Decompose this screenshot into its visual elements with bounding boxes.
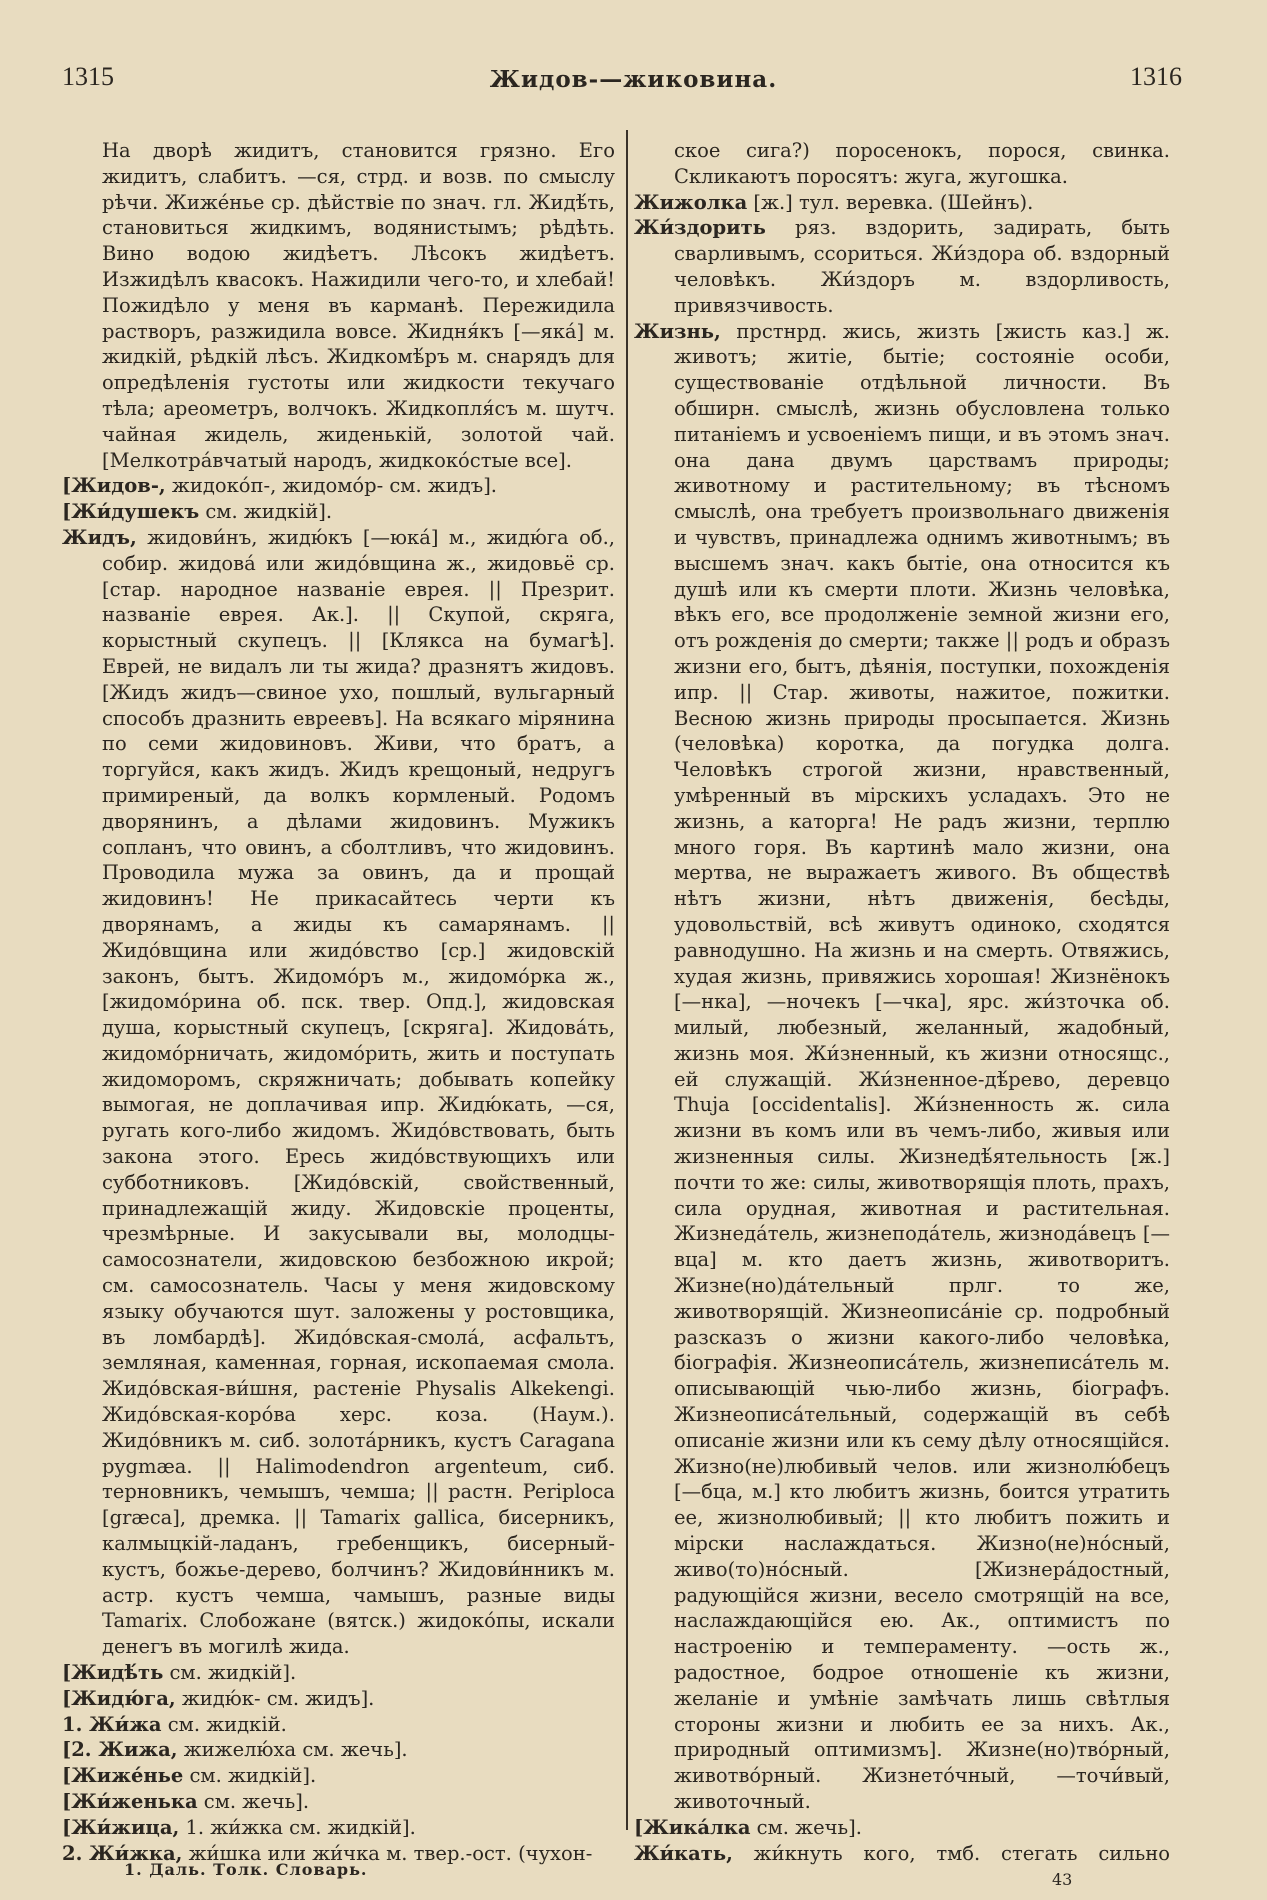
dictionary-entry: [62, 499, 615, 525]
entry-headword: [Жидю́га,: [62, 1686, 176, 1710]
entry-definition: жидоко́п-, жидомо́р- см. жидъ].: [165, 474, 498, 498]
entry-definition: 1. жи́жка см. жидкій].: [179, 1815, 416, 1839]
dictionary-entry: [62, 1712, 615, 1738]
entry-headword: Жи́кать,: [634, 1841, 733, 1865]
entry-headword: Жизнь,: [634, 319, 721, 343]
entry-headword: [Жи́жица,: [62, 1815, 180, 1839]
dictionary-entry: [62, 473, 615, 499]
dictionary-entry: [62, 138, 615, 473]
entry-definition: жи́шка или жи́чка м. твер.-ост. (чухон-: [182, 1841, 593, 1865]
entry-definition: [ж.] тул. веревка. (Шейнъ).: [747, 190, 1034, 214]
entry-headword: [Жидов-,: [62, 474, 166, 498]
dictionary-entry: [62, 1815, 615, 1841]
sheet-number: 43: [1052, 1870, 1073, 1889]
footer-signature: 1. Даль. Толк. Словарь.: [124, 1860, 368, 1879]
entry-headword: [Жидѣ́ть: [62, 1661, 164, 1685]
page-number-left: 1315: [62, 62, 114, 91]
entry-definition: см. жечь].: [750, 1815, 862, 1839]
entry-definition: см. жидкій].: [199, 500, 333, 524]
entry-headword: 2. Жи́жка,: [62, 1841, 183, 1865]
entry-definition: прстнрд. жись, жизть [жисть каз.] ж. животъ; житіе, бытіе; состояніе особи, существованіе отдѣльной личности. Въ обширн. смыслѣ, жизнь обусловлена только питаніемъ и усвоеніемъ пищи, и въ этомъ знач. она дана двумъ царствамъ природы; животному и растительному; въ тѣсномъ смыслѣ, она требуетъ произвольнаго движенія и чувствъ, принадлежа однимъ животнымъ; въ высшемъ знач. какъ бытіе, она относится къ душѣ или къ смерти плоти. Жизнь человѣка, вѣкъ его, все продолженіе земной жизни его, отъ рожденія до смерти; также || родъ и образъ жизни его, бытъ, дѣянія, поступки, похожденія ипр. || Стар. животы, нажитое, пожитки. Весною жизнь природы просыпается. Жизнь (человѣка) коротка, да погудка долга. Человѣкъ строгой жизни, нравственный, умѣренный въ мірскихъ усладахъ. Это не жизнь, а каторга! Не радъ жизни, терплю много горя. Въ картинѣ мало жизни, она мертва, не выражаетъ живого. Въ обществѣ нѣтъ жизни, нѣтъ движенія, бесѣды, удовольствій, всѣ живутъ одиноко, сходятся равнодушно. На жизнь и на смерть. Отвяжись, худая жизнь, привяжись хорошая! Жизнёнокъ [—нка], —ночекъ [—чка], ярс. жи́зточка об. милый, любезный, желанный, жадобный, жизнь моя. Жи́зненный, къ жизни относящс., ей служащій. Жи́зненное-дѣ́рево, деревцо Thuja [occidentalis]. Жи́зненность ж. сила жизни въ комъ или въ чемъ-либо, живыя или жизненныя силы. Жизнедѣ́ятельность [ж.] почти то же: силы, животворящія плоть, прахъ, сила орудная, животная и растительная. Жизнеда́тель, жизнепода́тель, жизнода́вецъ [—вца] м. кто даетъ жизнь, животворитъ. Жизне(но)да́тельный прлг. то же, животворящій. Жизнеописа́ніе ср. подробный разсказъ о жизни какого-либо человѣка, біографія. Жизнеописа́тель, жизнеписа́тель м. описывающій чью-либо жизнь, біографъ. Жизнеописа́тельный, содержащій въ себѣ описаніе жизни или къ сему дѣлу относящійся. Жизно(не)любивый челов. или жизнолю́бецъ [—бца, м.] кто любитъ жизнь, боится утратить ее, жизнолюбивый; || кто любитъ пожить и мірски наслаждаться. Жизно(не)но́сный, живо(то)но́сный. [Жизнера́достный, радующійся жизни, весело смотрящій на все, наслаждающійся ею. Ак., оптимистъ по настроенію и темпераменту. —ость ж., радостное, бодрое отношеніе къ жизни, желаніе и умѣніе замѣчать лишь свѣтлыя стороны жизни и любить ее за нихъ. Ак., природный оптимизмъ]. Жизне(но)тво́рный, животво́рный. Жизнето́чный, —точи́вый, животочный.: [674, 319, 1170, 1813]
running-head: Жидов-—жиковина.: [489, 66, 778, 93]
right-column: [634, 138, 1170, 1866]
entry-headword: Жижолка: [634, 190, 748, 214]
dictionary-entry: [62, 525, 615, 1660]
dictionary-entry: [634, 190, 1170, 216]
dictionary-entry: [62, 1737, 615, 1763]
dictionary-entry: [634, 1841, 1170, 1866]
entry-headword: [2. Жижа,: [62, 1738, 178, 1762]
dictionary-entry: [62, 1686, 615, 1712]
entry-headword: Жи́здорить: [634, 216, 766, 240]
entry-definition: На дворѣ жидитъ, становится грязно. Его жидитъ, слабитъ. —ся, стрд. и возв. по смыслу рѣчи. Жиже́нье ср. дѣйствіе по знач. гл. Жидѣ́ть, становиться жидкимъ, водянистымъ; рѣдѣть. Вино водою жидѣетъ. Лѣсокъ жидѣетъ. Изжидѣлъ квасокъ. Нажидили чего-то, и хлебай! Пожидѣло у меня въ карманѣ. Пережидила растворъ, разжидила вовсе. Жидня́къ [—яка́] м. жидкій, рѣдкій лѣсъ. Жидкомѣ́ръ м. снарядъ для опредѣленія густоты или жидкости текучаго тѣла; ареометръ, волчокъ. Жидкопля́съ м. шутч. чайная жидель, жиденькій, золотой чай. [Мелкотра́вчатый народъ, жидкоко́стые все].: [102, 139, 615, 472]
entry-headword: 1. Жи́жа: [62, 1712, 162, 1736]
entry-definition: жидю́к- см. жидъ].: [175, 1686, 375, 1710]
entry-definition: см. жидкій].: [163, 1661, 297, 1685]
dictionary-entry: [62, 1789, 615, 1815]
dictionary-entry: [62, 1660, 615, 1686]
left-column: [62, 138, 615, 1866]
entry-headword: Жидъ,: [62, 525, 137, 549]
entry-definition: жижелю́ха см. жечь].: [177, 1738, 408, 1762]
dictionary-entry: [62, 1763, 615, 1789]
entry-headword: [Жи́душекъ: [62, 500, 200, 524]
entry-definition: см. жидкій].: [183, 1764, 317, 1788]
entry-definition: ское сига?) поросенокъ, порося, свинка. Скликаютъ поросятъ: жуга, жугошка.: [674, 139, 1170, 188]
dictionary-entry: [634, 319, 1170, 1815]
dictionary-entry: [634, 138, 1170, 190]
entry-definition: ряз. вздорить, задирать, быть сварливымъ, ссориться. Жи́здора об. вздорный человѣкъ. Жи́здоръ м. вздорливость, привязчивость.: [674, 216, 1170, 317]
entry-definition: жи́кнуть кого, тмб. стегать сильно: [753, 1841, 1170, 1865]
entry-headword: [Жи́женька: [62, 1790, 198, 1813]
column-divider: [626, 130, 628, 1830]
entry-headword: [Жиже́нье: [62, 1764, 184, 1788]
entry-definition: см. жидкій.: [161, 1712, 287, 1736]
dictionary-entry: [634, 215, 1170, 318]
entry-definition: см. жечь].: [197, 1790, 310, 1813]
page-number-right: 1316: [1130, 62, 1182, 91]
entry-definition: жидови́нъ, жидю́къ [—юка́] м., жидю́га об., собир. жидова́ или жидо́вщина ж., жидовьё ср. [стар. народное названіе еврея. || Презрит. названіе еврея. Ак.]. || Скупой, скряга, корыстный скупецъ. || [Клякса на бумагѣ]. Еврей, не видалъ ли ты жида? дразнятъ жидовъ. [Жидъ жидъ—свиное ухо, пошлый, вульгарный способъ дразнить евреевъ]. На всякаго мірянина по семи жидовиновъ. Живи, что братъ, а торгуйся, какъ жидъ. Жидъ крещоный, недругъ примиреный, да волкъ кормленый. Родомъ дворянинъ, а дѣлами жидовинъ. Мужикъ сопланъ, что овинъ, а сболтливъ, что жидовинъ. Проводила мужа за овинъ, да и прощай жидовинъ! Не прикасайтесь черти къ дворянамъ, а жиды къ самарянамъ. || Жидо́вщина или жидо́вство [ср.] жидовскій законъ, бытъ. Жидомо́ръ м., жидомо́рка ж., [жидомо́рина об. пск. твер. Опд.], жидовская душа, корыстный скупецъ, [скряга]. Жидова́ть, жидомо́рничать, жидомо́рить, жить и поступать жидоморомъ, скряжничать; добывать копейку вымогая, не доплачивая ипр. Жидю́кать, —ся, ругать кого-либо жидомъ. Жидо́вствовать, быть закона этого. Ересь жидо́вствующихъ или субботниковъ. [Жидо́вскій, свойственный, принадлежащій жиду. Жидовскіе проценты, чрезмѣрные. И закусывали вы, молодцы-самосознатели, жидовскою безбожною икрой; см. самосознатель. Часы у меня жидовскому языку обучаются шут. заложены у ростовщика, въ ломбардѣ]. Жидо́вская-смола́, асфальтъ, земляная, каменная, горная, ископаемая смола. Жидо́вская-ви́шня, растеніе Physalis Alkekengi. Жидо́вская-коро́ва херс. коза. (Наум.). Жидо́вникъ м. сиб. золота́рникъ, кустъ Caragana pygmæa. || Halimodendron argenteum, сиб. терновникъ, чемышъ, чемша; || растн. Periploca [græca], дремка. || Tamarix gallica, бисерникъ, калмыцкій-ладанъ, гребенщикъ, бисерный-кустъ, божье-дерево, болчинъ? Жидови́нникъ м. астр. кустъ чемша, чамышъ, разные виды Tamarix. Слобожане (вятск.) жидоко́пы, искали денегъ въ могилѣ жида.: [102, 525, 615, 1659]
entry-headword: [Жика́лка: [634, 1815, 751, 1839]
dictionary-entry: [634, 1815, 1170, 1841]
